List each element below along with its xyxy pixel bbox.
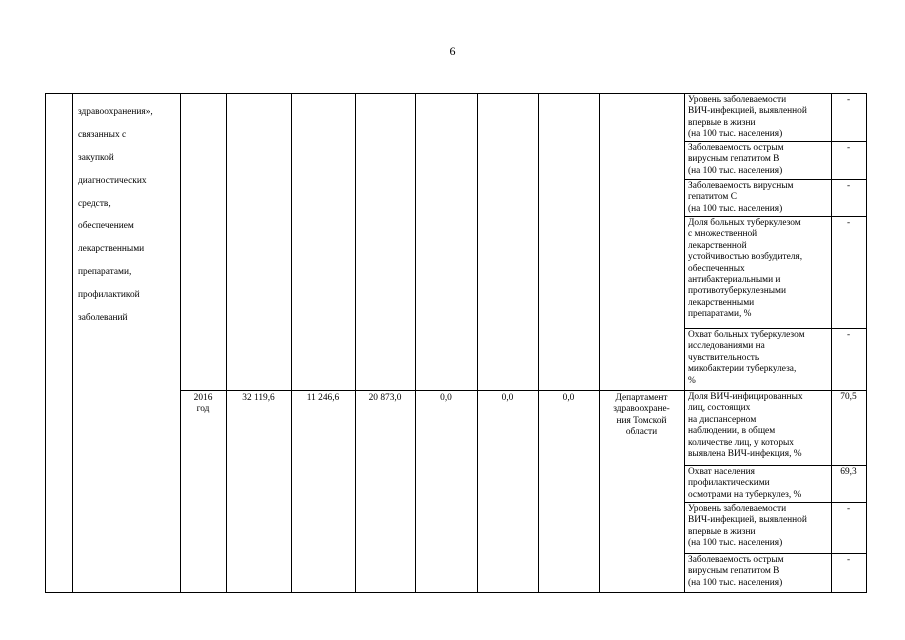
row-divider [684, 465, 866, 466]
indicator-text: Доля больных туберкулезом с множественной лекарственной устойчивостью возбудителя, обеспеченных антибактериальными и противотуберкулезными лекарственными препаратами, % [688, 218, 803, 320]
total-funding-cell: 32 119,6 [242, 393, 275, 403]
executor-cell: Департамент здравоохране- ния Томской области [613, 393, 670, 438]
column-divider [180, 94, 181, 592]
funding-cell: 0,0 [440, 393, 452, 403]
column-divider [415, 94, 416, 592]
column-divider [72, 94, 73, 592]
column-divider [355, 94, 356, 592]
indicator-value: - [846, 143, 851, 153]
year-cell: 2016 год [193, 393, 213, 415]
program-name-line: здравоохранения», [78, 107, 153, 118]
row-divider [180, 390, 866, 391]
program-table [45, 93, 867, 593]
funding-cell: 11 246,6 [306, 393, 340, 403]
indicator-value: - [846, 504, 851, 514]
indicator-text: Охват населения профилактическими осмотрами на туберкулез, % [688, 467, 802, 500]
program-name-line: заболеваний [78, 312, 128, 323]
indicator-value: - [846, 218, 851, 228]
indicator-value: 70,5 [840, 392, 857, 402]
indicator-text: Заболеваемость вирусным гепатитом С (на 100 тыс. населения) [688, 181, 794, 214]
program-name-line: обеспечением [78, 221, 134, 232]
indicator-value: - [846, 181, 851, 191]
indicator-text: Уровень заболеваемости ВИЧ-инфекцией, выявленной впервые в жизни (на 100 тыс. населения) [688, 95, 807, 140]
page-number: 6 [449, 44, 456, 58]
program-name-cell [78, 96, 178, 336]
column-divider [477, 94, 478, 592]
row-divider [684, 216, 866, 217]
row-divider [684, 553, 866, 554]
indicator-text: Охват больных туберкулезом исследованиями на чувствительность микобактерии туберкулеза, % [688, 330, 805, 386]
program-name-line: профилактикой [78, 289, 140, 300]
program-name-line: связанных с [78, 130, 127, 141]
funding-cell: 20 873,0 [368, 393, 402, 403]
row-divider [684, 502, 866, 503]
row-divider [684, 141, 866, 142]
funding-cell: 0,0 [562, 393, 575, 403]
program-name-line: закупкой [78, 153, 114, 164]
indicator-text: Уровень заболеваемости ВИЧ-инфекцией, выявленной впервые в жизни (на 100 тыс. населения) [688, 504, 807, 549]
indicator-text: Заболеваемость острым вирусным гепатитом В (на 100 тыс. населения) [688, 555, 784, 588]
indicator-value: - [846, 330, 851, 340]
column-divider [684, 94, 685, 592]
row-divider [684, 328, 866, 329]
row-divider [684, 179, 866, 180]
program-name-line: диагностических [78, 175, 147, 186]
indicator-text: Заболеваемость острым вирусным гепатитом В (на 100 тыс. населения) [688, 143, 784, 176]
column-divider [538, 94, 539, 592]
funding-cell: 0,0 [501, 393, 514, 403]
column-divider [831, 94, 832, 592]
column-divider [599, 94, 600, 592]
indicator-value: - [846, 95, 851, 105]
indicator-value: 69,3 [840, 467, 857, 477]
indicator-text: Доля ВИЧ-инфицированных лиц, состоящих на диспансерном наблюдении, в общем количестве лиц, у которых выявлена ВИЧ-инфекция, % [688, 392, 803, 460]
column-divider [226, 94, 227, 592]
program-name-line: средств, [78, 198, 111, 209]
indicator-value: - [846, 555, 851, 565]
program-name-line: лекарственными [78, 244, 145, 255]
program-name-line: препаратами, [78, 267, 132, 278]
column-divider [291, 94, 292, 592]
